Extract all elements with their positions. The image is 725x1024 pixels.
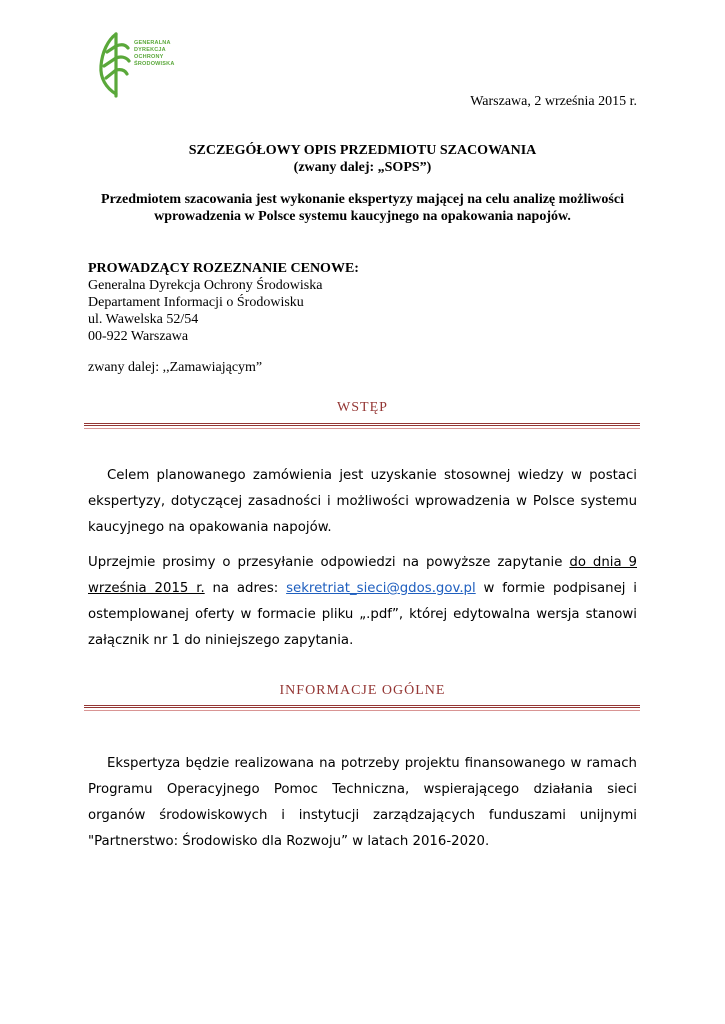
section-heading-intro: WSTĘP — [337, 400, 388, 415]
provider-line: ul. Wawelska 52/54 — [88, 312, 199, 327]
section-divider — [84, 705, 640, 708]
logo-line: ŚRODOWISKA — [134, 61, 175, 67]
provider-called: zwany dalej: ,,Zamawiającym” — [88, 360, 263, 375]
intro-paragraph: Celem planowanego zamówienia jest uzyskanie stosownej wiedzy w postaci ekspertyzy, dotyczącej zasadności i możliwości wprowadzenia w Polsce systemu kaucyjnego na opakowania napojów. — [88, 468, 637, 535]
document-title — [88, 142, 637, 176]
logo-line: DYREKCJA — [134, 47, 166, 53]
section-heading-general: INFORMACJE OGÓLNE — [279, 683, 446, 698]
section-divider-shadow — [84, 428, 640, 429]
request-paragraph — [88, 550, 637, 654]
subject-statement — [88, 191, 637, 225]
request-text: Uprzejmie prosimy o przesyłanie odpowiedzi na powyższe zapytanie — [88, 555, 570, 570]
deadline-text: do dnia 9 września 2015 r. — [88, 555, 638, 596]
title-line: (zwany dalej: „SOPS”) — [293, 160, 432, 175]
request-text: na adres: — [204, 581, 287, 596]
section-divider — [84, 423, 640, 426]
provider-heading: PROWADZĄCY ROZEZNANIE CENOWE: — [88, 261, 359, 276]
email-link[interactable]: sekretriat_sieci@gdos.gov.pl — [286, 581, 476, 596]
title-line: SZCZEGÓŁOWY OPIS PRZEDMIOTU SZACOWANIA — [188, 143, 537, 158]
leaf-icon — [96, 26, 136, 98]
section-divider-shadow — [84, 710, 640, 711]
subject-line: Przedmiotem szacowania jest wykonanie ekspertyzy mającej na celu analizę możliwości — [101, 192, 624, 207]
provider-line: 00-922 Warszawa — [88, 329, 189, 344]
logo-line: OCHRONY — [134, 54, 164, 60]
logo-line: GENERALNA — [134, 40, 171, 46]
request-text: w formie podpisanej i ostemplowanej oferty w formacie pliku „.pdf”, której edytowalna wersja stanowi załącznik nr 1 do niniejszego zapytania. — [88, 581, 637, 648]
general-paragraph: Ekspertyza będzie realizowana na potrzeby projektu finansowanego w ramach Programu Operacyjnego Pomoc Techniczna, wspierającego działania sieci organów środowiskowych i instytucji zarządzających funduszami unijnymi "Partnerstwo: Środowisko dla Rozwoju” w latach 2016-2020. — [88, 756, 637, 849]
gdos-logo — [96, 26, 186, 98]
document-date: Warszawa, 2 września 2015 r. — [470, 94, 637, 109]
logo-text — [134, 40, 175, 68]
provider-block — [88, 260, 637, 345]
provider-line: Generalna Dyrekcja Ochrony Środowiska — [88, 278, 323, 293]
provider-line: Departament Informacji o Środowisku — [88, 295, 304, 310]
subject-line: wprowadzenia w Polsce systemu kaucyjnego na opakowania napojów. — [154, 209, 571, 224]
